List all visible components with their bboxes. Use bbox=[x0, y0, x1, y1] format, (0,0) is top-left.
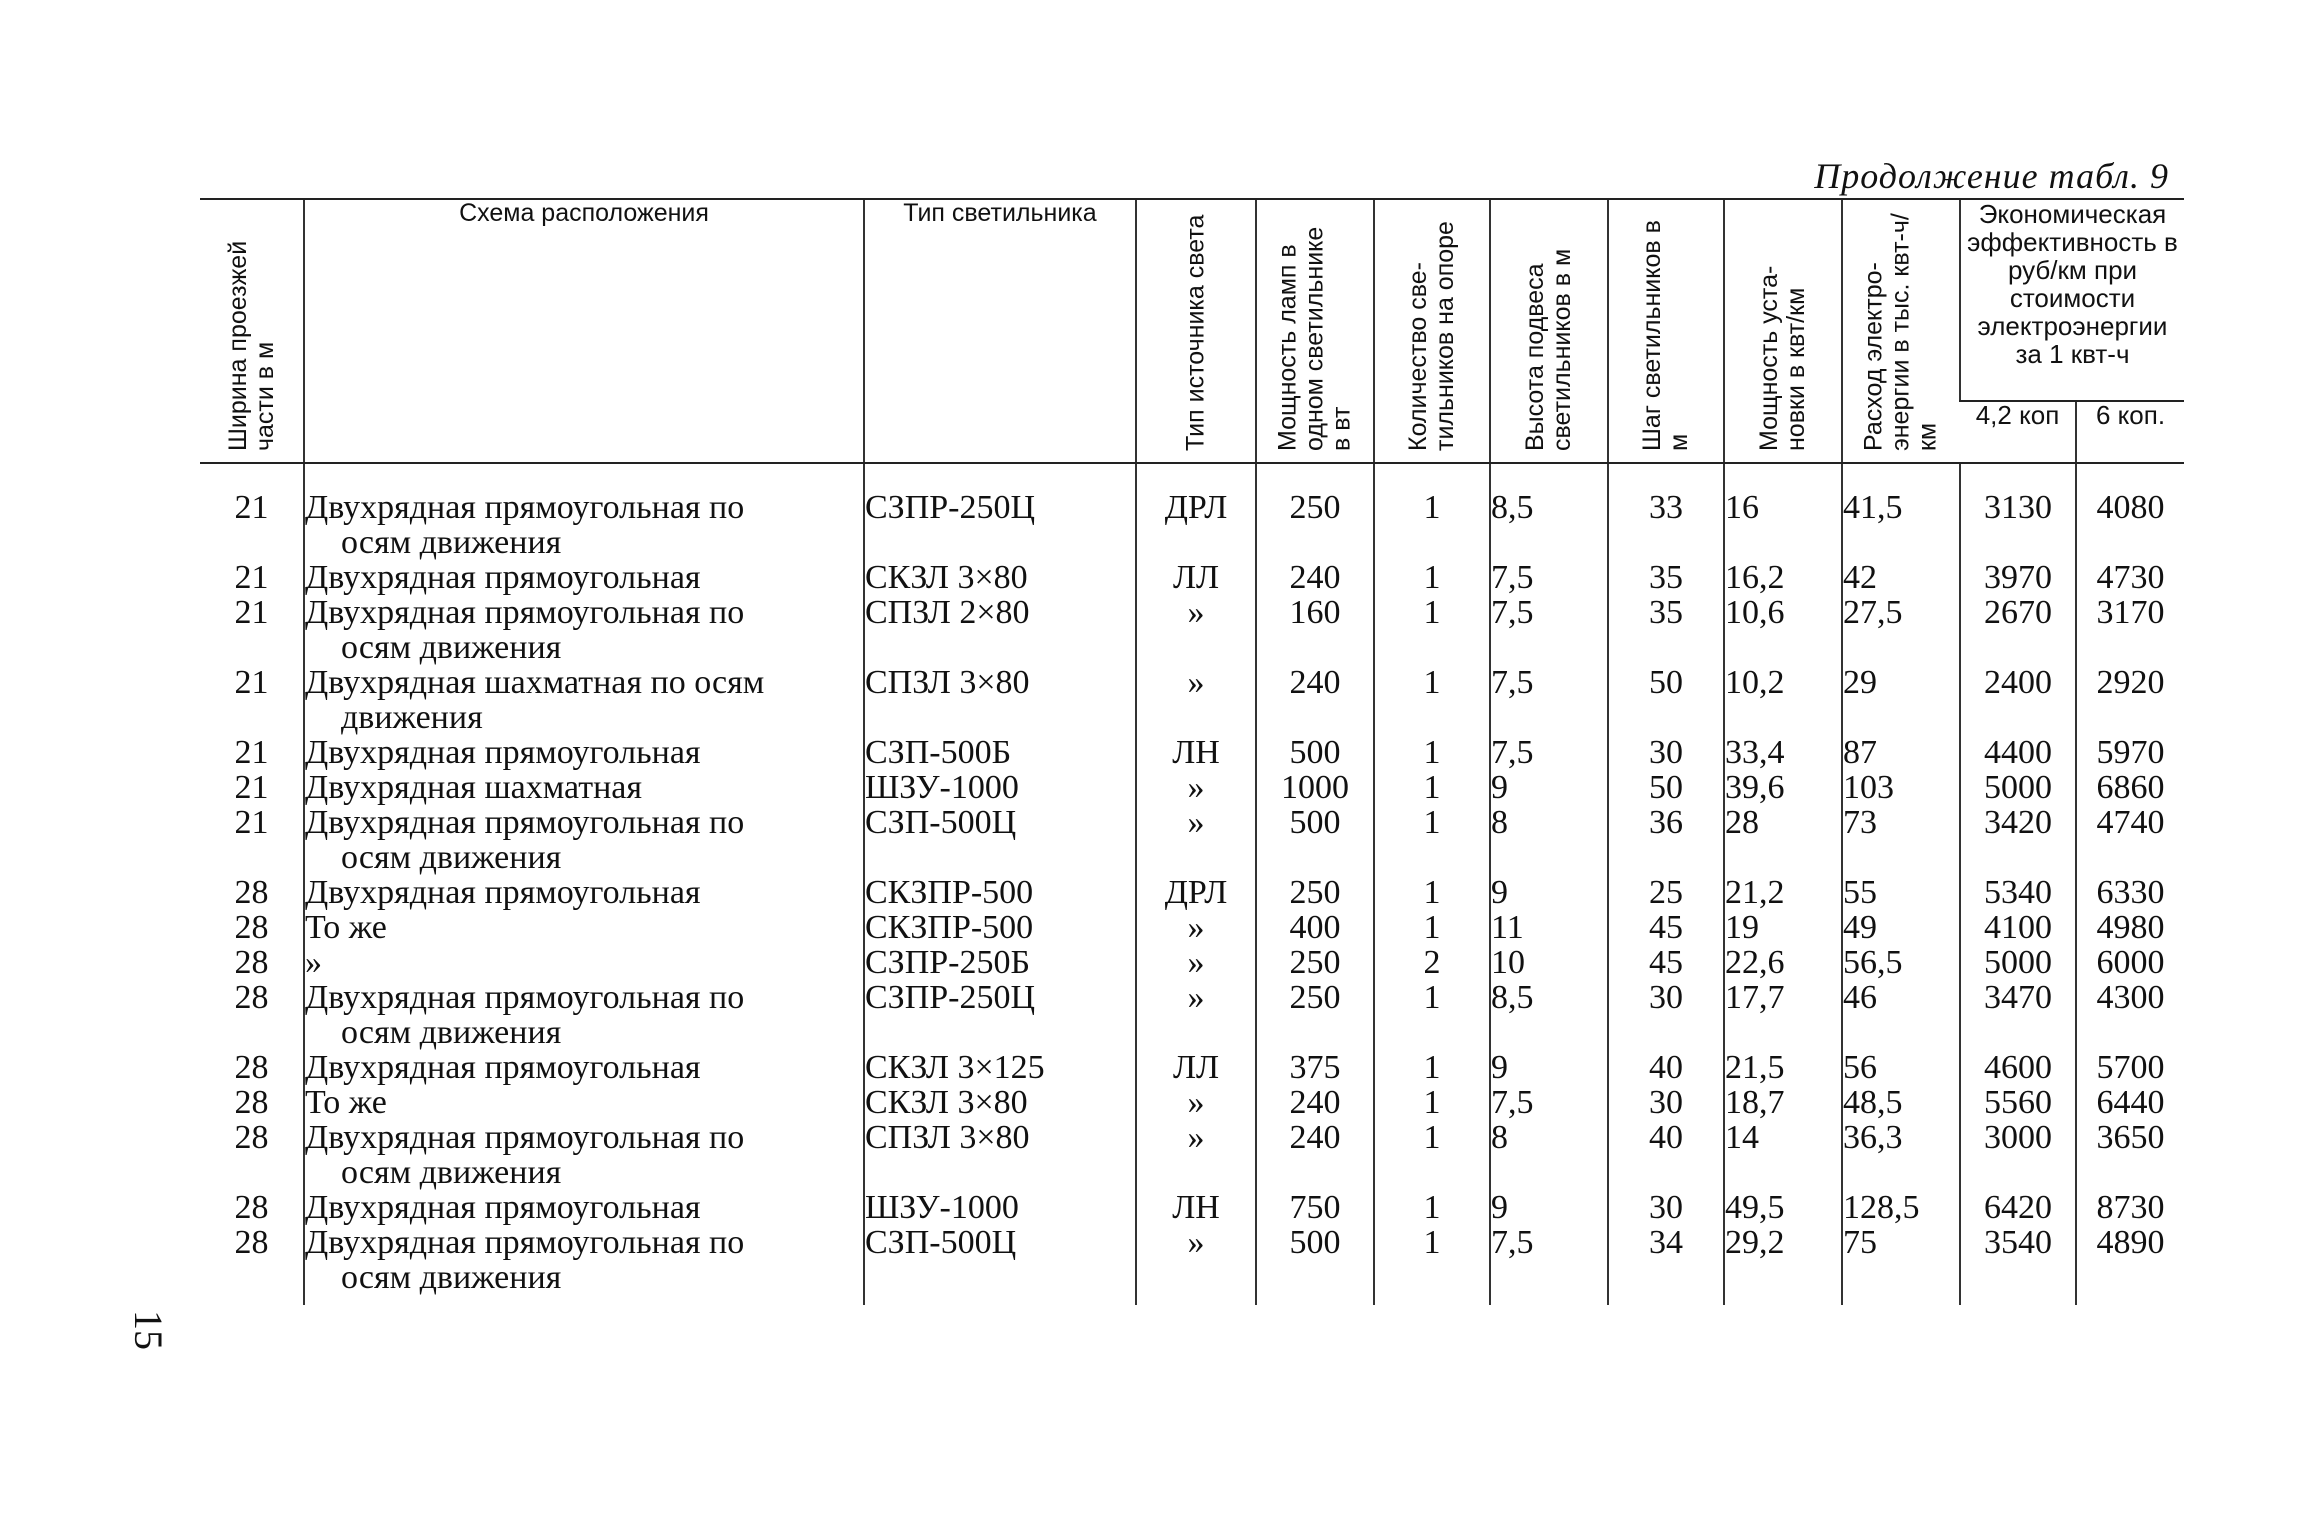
scheme-line: Двухрядная прямоугольная bbox=[305, 1049, 701, 1086]
cell-install: 33,4 bbox=[1724, 735, 1842, 770]
scheme-line: Двухрядная прямоугольная bbox=[305, 734, 701, 771]
cell-consumption: 49 bbox=[1842, 910, 1960, 945]
cell-step: 30 bbox=[1608, 1085, 1724, 1120]
cell-step: 40 bbox=[1608, 1050, 1724, 1085]
cell-width: 21 bbox=[234, 734, 269, 771]
cell-consumption: 55 bbox=[1842, 875, 1960, 910]
cell-eco-42: 5560 bbox=[1960, 1085, 2076, 1120]
cell-fixture: СПЗЛ 3×80 bbox=[864, 1120, 1136, 1190]
cell-source: » bbox=[1136, 1225, 1256, 1305]
cell-eco-6: 5970 bbox=[2076, 735, 2184, 770]
cell-eco-42: 4100 bbox=[1960, 910, 2076, 945]
cell-source: » bbox=[1136, 910, 1256, 945]
cell-count: 1 bbox=[1374, 1050, 1490, 1085]
table-row bbox=[200, 1120, 2184, 1190]
cell-install: 18,7 bbox=[1724, 1085, 1842, 1120]
cell-install: 28 bbox=[1724, 805, 1842, 875]
table-row bbox=[200, 665, 2184, 735]
cell-eco-6: 5700 bbox=[2076, 1050, 2184, 1085]
scheme-line-cont: осям движения bbox=[341, 1259, 562, 1296]
cell-width: 28 bbox=[234, 1224, 269, 1261]
cell-eco-42: 3540 bbox=[1960, 1225, 2076, 1305]
cell-fixture: СПЗЛ 3×80 bbox=[864, 665, 1136, 735]
cell-eco-42: 5340 bbox=[1960, 875, 2076, 910]
cell-consumption: 103 bbox=[1842, 770, 1960, 805]
cell-install: 39,6 bbox=[1724, 770, 1842, 805]
cell-source: ЛН bbox=[1136, 735, 1256, 770]
table-row bbox=[200, 910, 2184, 945]
cell-height: 9 bbox=[1490, 875, 1608, 910]
cell-source: ЛЛ bbox=[1136, 560, 1256, 595]
cell-power: 240 bbox=[1256, 1085, 1374, 1120]
cell-count: 1 bbox=[1374, 1120, 1490, 1190]
cell-eco-6: 4740 bbox=[2076, 805, 2184, 875]
cell-height: 7,5 bbox=[1490, 560, 1608, 595]
header-consumption: Расход электроэнергии в тыс. квт-ч/км bbox=[1842, 199, 1960, 463]
table-row bbox=[200, 875, 2184, 910]
scheme-line: Двухрядная шахматная по осям bbox=[305, 664, 765, 701]
cell-count: 2 bbox=[1374, 945, 1490, 980]
cell-eco-6: 2920 bbox=[2076, 665, 2184, 735]
table-row bbox=[200, 1190, 2184, 1225]
table-row bbox=[200, 980, 2184, 1050]
scheme-line-cont: осям движения bbox=[341, 839, 562, 876]
cell-source: » bbox=[1136, 980, 1256, 1050]
cell-count: 1 bbox=[1374, 875, 1490, 910]
cell-count: 1 bbox=[1374, 910, 1490, 945]
cell-width: 28 bbox=[234, 1084, 269, 1121]
cell-height: 11 bbox=[1490, 910, 1608, 945]
cell-width: 28 bbox=[234, 979, 269, 1016]
table-row bbox=[200, 560, 2184, 595]
cell-eco-42: 3470 bbox=[1960, 980, 2076, 1050]
cell-width: 28 bbox=[234, 1049, 269, 1086]
scheme-line: Двухрядная прямоугольная bbox=[305, 874, 701, 911]
cell-consumption: 42 bbox=[1842, 560, 1960, 595]
cell-eco-42: 6420 bbox=[1960, 1190, 2076, 1225]
cell-step: 30 bbox=[1608, 1190, 1724, 1225]
cell-count: 1 bbox=[1374, 595, 1490, 665]
cell-source: ДРЛ bbox=[1136, 463, 1256, 560]
cell-step: 35 bbox=[1608, 595, 1724, 665]
cell-eco-6: 4890 bbox=[2076, 1225, 2184, 1305]
cell-step: 36 bbox=[1608, 805, 1724, 875]
cell-height: 8,5 bbox=[1490, 463, 1608, 560]
cell-width: 21 bbox=[234, 489, 269, 526]
cell-fixture: СЗПР-250Б bbox=[864, 945, 1136, 980]
cell-install: 29,2 bbox=[1724, 1225, 1842, 1305]
scheme-line-cont: осям движения bbox=[341, 524, 562, 561]
cell-eco-6: 4730 bbox=[2076, 560, 2184, 595]
cell-step: 35 bbox=[1608, 560, 1724, 595]
cell-eco-6: 4300 bbox=[2076, 980, 2184, 1050]
cell-step: 34 bbox=[1608, 1225, 1724, 1305]
cell-width: 21 bbox=[234, 664, 269, 701]
cell-fixture: ШЗУ-1000 bbox=[864, 1190, 1136, 1225]
cell-eco-6: 6440 bbox=[2076, 1085, 2184, 1120]
cell-consumption: 41,5 bbox=[1842, 463, 1960, 560]
scheme-line-cont: осям движения bbox=[341, 629, 562, 666]
cell-eco-6: 4980 bbox=[2076, 910, 2184, 945]
cell-scheme bbox=[304, 463, 864, 560]
cell-power: 500 bbox=[1256, 805, 1374, 875]
cell-consumption: 46 bbox=[1842, 980, 1960, 1050]
cell-power: 250 bbox=[1256, 875, 1374, 910]
cell-scheme bbox=[304, 945, 864, 980]
cell-fixture: СКЗЛ 3×80 bbox=[864, 560, 1136, 595]
table-row bbox=[200, 1050, 2184, 1085]
cell-source: » bbox=[1136, 945, 1256, 980]
cell-scheme bbox=[304, 1085, 864, 1120]
table-row bbox=[200, 805, 2184, 875]
cell-power: 250 bbox=[1256, 463, 1374, 560]
cell-height: 7,5 bbox=[1490, 595, 1608, 665]
cell-install: 21,2 bbox=[1724, 875, 1842, 910]
cell-height: 7,5 bbox=[1490, 1225, 1608, 1305]
cell-step: 25 bbox=[1608, 875, 1724, 910]
scheme-line: » bbox=[305, 944, 322, 981]
cell-fixture: СКЗПР-500 bbox=[864, 910, 1136, 945]
header-scheme: Схема расположения bbox=[304, 199, 864, 463]
cell-source: » bbox=[1136, 1120, 1256, 1190]
cell-count: 1 bbox=[1374, 805, 1490, 875]
cell-scheme bbox=[304, 560, 864, 595]
cell-consumption: 87 bbox=[1842, 735, 1960, 770]
cell-power: 240 bbox=[1256, 665, 1374, 735]
header-height: Высота подвеса светильников в м bbox=[1490, 199, 1608, 463]
cell-eco-42: 3130 bbox=[1960, 463, 2076, 560]
cell-width: 21 bbox=[234, 594, 269, 631]
cell-scheme bbox=[304, 910, 864, 945]
cell-eco-42: 2670 bbox=[1960, 595, 2076, 665]
cell-install: 19 bbox=[1724, 910, 1842, 945]
cell-eco-42: 5000 bbox=[1960, 770, 2076, 805]
table-row bbox=[200, 945, 2184, 980]
cell-power: 160 bbox=[1256, 595, 1374, 665]
cell-source: » bbox=[1136, 595, 1256, 665]
cell-install: 21,5 bbox=[1724, 1050, 1842, 1085]
header-width: Ширина проезжей части в м bbox=[200, 199, 304, 463]
table-row bbox=[200, 770, 2184, 805]
cell-install: 10,2 bbox=[1724, 665, 1842, 735]
cell-height: 9 bbox=[1490, 1050, 1608, 1085]
cell-eco-6: 8730 bbox=[2076, 1190, 2184, 1225]
cell-scheme bbox=[304, 805, 864, 875]
cell-power: 500 bbox=[1256, 735, 1374, 770]
cell-width: 21 bbox=[234, 769, 269, 806]
cell-scheme bbox=[304, 980, 864, 1050]
scheme-line: Двухрядная прямоугольная по bbox=[305, 804, 745, 841]
cell-scheme bbox=[304, 595, 864, 665]
cell-power: 240 bbox=[1256, 1120, 1374, 1190]
header-eco-6: 6 коп. bbox=[2076, 401, 2184, 463]
lighting-table bbox=[200, 198, 2184, 1305]
cell-source: » bbox=[1136, 1085, 1256, 1120]
cell-eco-42: 3420 bbox=[1960, 805, 2076, 875]
cell-source: » bbox=[1136, 805, 1256, 875]
cell-install: 14 bbox=[1724, 1120, 1842, 1190]
cell-eco-6: 4080 bbox=[2076, 463, 2184, 560]
page-number: 15 bbox=[126, 1310, 171, 1350]
cell-install: 10,6 bbox=[1724, 595, 1842, 665]
cell-source: » bbox=[1136, 770, 1256, 805]
cell-fixture: СЗП-500Ц bbox=[864, 805, 1136, 875]
cell-source: » bbox=[1136, 665, 1256, 735]
cell-power: 375 bbox=[1256, 1050, 1374, 1085]
cell-source: ЛН bbox=[1136, 1190, 1256, 1225]
cell-step: 50 bbox=[1608, 665, 1724, 735]
scheme-line: То же bbox=[305, 909, 387, 946]
cell-width: 28 bbox=[234, 944, 269, 981]
cell-count: 1 bbox=[1374, 1190, 1490, 1225]
cell-install: 16 bbox=[1724, 463, 1842, 560]
cell-consumption: 56,5 bbox=[1842, 945, 1960, 980]
cell-height: 8 bbox=[1490, 805, 1608, 875]
cell-width: 28 bbox=[234, 874, 269, 911]
table-row bbox=[200, 1085, 2184, 1120]
cell-count: 1 bbox=[1374, 735, 1490, 770]
cell-step: 40 bbox=[1608, 1120, 1724, 1190]
scheme-line: Двухрядная шахматная bbox=[305, 769, 642, 806]
cell-step: 30 bbox=[1608, 980, 1724, 1050]
cell-eco-42: 2400 bbox=[1960, 665, 2076, 735]
cell-source: ЛЛ bbox=[1136, 1050, 1256, 1085]
cell-eco-6: 6330 bbox=[2076, 875, 2184, 910]
cell-scheme bbox=[304, 875, 864, 910]
cell-consumption: 56 bbox=[1842, 1050, 1960, 1085]
cell-power: 240 bbox=[1256, 560, 1374, 595]
cell-eco-42: 3970 bbox=[1960, 560, 2076, 595]
cell-height: 8,5 bbox=[1490, 980, 1608, 1050]
header-power: Мощность ламп в одном светильнике в вт bbox=[1256, 199, 1374, 463]
header-source: Тип источника света bbox=[1136, 199, 1256, 463]
cell-consumption: 75 bbox=[1842, 1225, 1960, 1305]
cell-step: 45 bbox=[1608, 945, 1724, 980]
cell-install: 22,6 bbox=[1724, 945, 1842, 980]
cell-eco-42: 4400 bbox=[1960, 735, 2076, 770]
cell-width: 21 bbox=[234, 804, 269, 841]
header-fixture: Тип светильника bbox=[864, 199, 1136, 463]
table-row bbox=[200, 735, 2184, 770]
cell-step: 45 bbox=[1608, 910, 1724, 945]
scheme-line-cont: осям движения bbox=[341, 1014, 562, 1051]
cell-fixture: ШЗУ-1000 bbox=[864, 770, 1136, 805]
cell-scheme bbox=[304, 1190, 864, 1225]
cell-install: 17,7 bbox=[1724, 980, 1842, 1050]
cell-eco-42: 3000 bbox=[1960, 1120, 2076, 1190]
cell-width: 28 bbox=[234, 1189, 269, 1226]
cell-eco-6: 3650 bbox=[2076, 1120, 2184, 1190]
cell-consumption: 48,5 bbox=[1842, 1085, 1960, 1120]
cell-consumption: 29 bbox=[1842, 665, 1960, 735]
cell-step: 33 bbox=[1608, 463, 1724, 560]
cell-power: 1000 bbox=[1256, 770, 1374, 805]
cell-count: 1 bbox=[1374, 770, 1490, 805]
cell-height: 7,5 bbox=[1490, 1085, 1608, 1120]
scheme-line: Двухрядная прямоугольная по bbox=[305, 594, 745, 631]
header-eco-42: 4,2 коп bbox=[1960, 401, 2076, 463]
cell-count: 1 bbox=[1374, 560, 1490, 595]
table-row bbox=[200, 595, 2184, 665]
cell-consumption: 73 bbox=[1842, 805, 1960, 875]
cell-height: 7,5 bbox=[1490, 665, 1608, 735]
cell-install: 16,2 bbox=[1724, 560, 1842, 595]
cell-count: 1 bbox=[1374, 1225, 1490, 1305]
cell-consumption: 128,5 bbox=[1842, 1190, 1960, 1225]
scheme-line-cont: движения bbox=[341, 699, 483, 736]
cell-install: 49,5 bbox=[1724, 1190, 1842, 1225]
cell-power: 250 bbox=[1256, 980, 1374, 1050]
cell-consumption: 27,5 bbox=[1842, 595, 1960, 665]
scheme-line: Двухрядная прямоугольная по bbox=[305, 489, 745, 526]
cell-power: 400 bbox=[1256, 910, 1374, 945]
cell-scheme bbox=[304, 665, 864, 735]
cell-count: 1 bbox=[1374, 1085, 1490, 1120]
cell-fixture: СЗП-500Б bbox=[864, 735, 1136, 770]
cell-consumption: 36,3 bbox=[1842, 1120, 1960, 1190]
header-economy: Экономическая эффективность в руб/км при стоимости электроэнергии за 1 квт-ч bbox=[1960, 199, 2184, 401]
cell-fixture: СПЗЛ 2×80 bbox=[864, 595, 1136, 665]
cell-power: 250 bbox=[1256, 945, 1374, 980]
header-count: Количество светильников на опоре bbox=[1374, 199, 1490, 463]
cell-scheme bbox=[304, 1225, 864, 1305]
cell-height: 10 bbox=[1490, 945, 1608, 980]
scheme-line: Двухрядная прямоугольная по bbox=[305, 1119, 745, 1156]
cell-eco-42: 5000 bbox=[1960, 945, 2076, 980]
cell-height: 9 bbox=[1490, 1190, 1608, 1225]
cell-fixture: СКЗПР-500 bbox=[864, 875, 1136, 910]
cell-width: 21 bbox=[234, 559, 269, 596]
cell-scheme bbox=[304, 1050, 864, 1085]
cell-source: ДРЛ bbox=[1136, 875, 1256, 910]
cell-fixture: СЗПР-250Ц bbox=[864, 463, 1136, 560]
table-row bbox=[200, 463, 2184, 560]
cell-scheme bbox=[304, 735, 864, 770]
cell-eco-6: 3170 bbox=[2076, 595, 2184, 665]
cell-fixture: СКЗЛ 3×80 bbox=[864, 1085, 1136, 1120]
cell-width: 28 bbox=[234, 1119, 269, 1156]
cell-power: 500 bbox=[1256, 1225, 1374, 1305]
table-caption: Продолжение табл. 9 bbox=[1814, 156, 2169, 196]
cell-eco-42: 4600 bbox=[1960, 1050, 2076, 1085]
cell-width: 28 bbox=[234, 909, 269, 946]
header-install: Мощность установки в квт/км bbox=[1724, 199, 1842, 463]
cell-step: 30 bbox=[1608, 735, 1724, 770]
table-row bbox=[200, 1225, 2184, 1305]
cell-height: 8 bbox=[1490, 1120, 1608, 1190]
cell-eco-6: 6860 bbox=[2076, 770, 2184, 805]
cell-step: 50 bbox=[1608, 770, 1724, 805]
scheme-line: То же bbox=[305, 1084, 387, 1121]
cell-fixture: СКЗЛ 3×125 bbox=[864, 1050, 1136, 1085]
cell-fixture: СЗП-500Ц bbox=[864, 1225, 1136, 1305]
header-step: Шаг светильников в м bbox=[1608, 199, 1724, 463]
cell-power: 750 bbox=[1256, 1190, 1374, 1225]
cell-scheme bbox=[304, 1120, 864, 1190]
scheme-line: Двухрядная прямоугольная bbox=[305, 1189, 701, 1226]
cell-fixture: СЗПР-250Ц bbox=[864, 980, 1136, 1050]
cell-count: 1 bbox=[1374, 463, 1490, 560]
scheme-line: Двухрядная прямоугольная по bbox=[305, 979, 745, 1016]
cell-scheme bbox=[304, 770, 864, 805]
scheme-line: Двухрядная прямоугольная по bbox=[305, 1224, 745, 1261]
cell-count: 1 bbox=[1374, 665, 1490, 735]
scheme-line: Двухрядная прямоугольная bbox=[305, 559, 701, 596]
cell-height: 9 bbox=[1490, 770, 1608, 805]
scheme-line-cont: осям движения bbox=[341, 1154, 562, 1191]
cell-eco-6: 6000 bbox=[2076, 945, 2184, 980]
cell-count: 1 bbox=[1374, 980, 1490, 1050]
cell-height: 7,5 bbox=[1490, 735, 1608, 770]
